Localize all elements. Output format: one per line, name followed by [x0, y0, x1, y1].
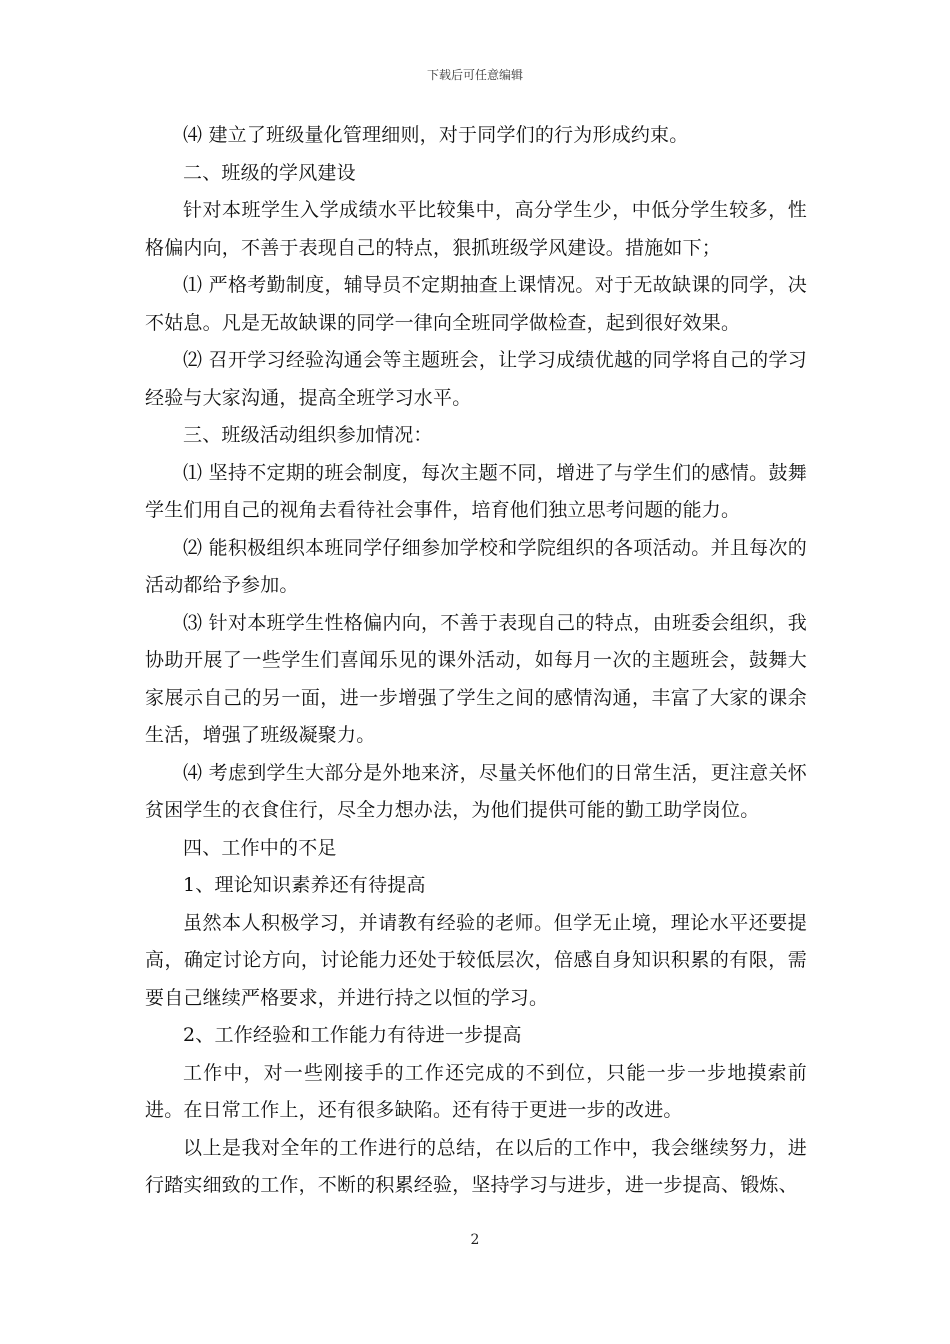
- section-heading: 二、班级的学风建设: [183, 161, 356, 184]
- section-heading: 四、工作中的不足: [183, 836, 337, 859]
- paragraph: 针对本班学生入学成绩水平比较集中，高分学生少，中低分学生较多，性格偏内向，不善于表现自己的特点，狠抓班级学风建设。措施如下；: [145, 199, 807, 259]
- subsection-heading: 1、理论知识素养还有待提高: [183, 874, 426, 896]
- paragraph: ⑷ 考虑到学生大部分是外地来济，尽量关怀他们的日常生活，更注意关怀贫困学生的衣食住行，尽全力想办法，为他们提供可能的勤工助学岗位。: [145, 761, 807, 821]
- page-header: 下载后可任意编辑: [426, 68, 523, 82]
- paragraph: 以上是我对全年的工作进行的总结，在以后的工作中，我会继续努力，进行踏实细致的工作，不断的积累经验，坚持学习与进步，进一步提高、锻炼、: [145, 1136, 807, 1196]
- paragraph: ⑴ 坚持不定期的班会制度，每次主题不同，增进了与学生们的感情。鼓舞学生们用自己的视角去看待社会事件，培育他们独立思考问题的能力。: [145, 461, 807, 521]
- paragraph: ⑴ 严格考勤制度，辅导员不定期抽查上课情况。对于无故缺课的同学，决不姑息。凡是无故缺课的同学一律向全班同学做检查，起到很好效果。: [145, 274, 807, 334]
- paragraph: ⑶ 针对本班学生性格偏内向，不善于表现自己的特点，由班委会组织，我协助开展了一些学生们喜闻乐见的课外活动，如每月一次的主题班会，鼓舞大家展示自己的另一面，进一步增强了学生之间的感情沟通，丰富了大家的课余生活，增强了班级凝聚力。: [145, 611, 807, 746]
- subsection-heading: 2、工作经验和工作能力有待进一步提高: [183, 1024, 522, 1046]
- document-body: [145, 117, 807, 1205]
- paragraph: ⑵ 能积极组织本班同学仔细参加学校和学院组织的各项活动。并且每次的活动都给予参加。: [145, 536, 807, 596]
- section-heading: 三、班级活动组织参加情况：: [183, 424, 433, 446]
- paragraph: ⑵ 召开学习经验沟通会等主题班会，让学习成绩优越的同学将自己的学习经验与大家沟通，提高全班学习水平。: [145, 349, 807, 409]
- page-number: 2: [470, 1232, 480, 1248]
- paragraph: ⑷ 建立了班级量化管理细则，对于同学们的行为形成约束。: [183, 124, 689, 146]
- paragraph: 工作中，对一些刚接手的工作还完成的不到位，只能一步一步地摸索前进。在日常工作上，还有很多缺陷。还有待于更进一步的改进。: [145, 1061, 807, 1121]
- paragraph: 虽然本人积极学习，并请教有经验的老师。但学无止境，理论水平还要提高，确定讨论方向，讨论能力还处于较低层次，倍感自身知识积累的有限，需要自己继续严格要求，并进行持之以恒的学习。: [145, 911, 807, 1009]
